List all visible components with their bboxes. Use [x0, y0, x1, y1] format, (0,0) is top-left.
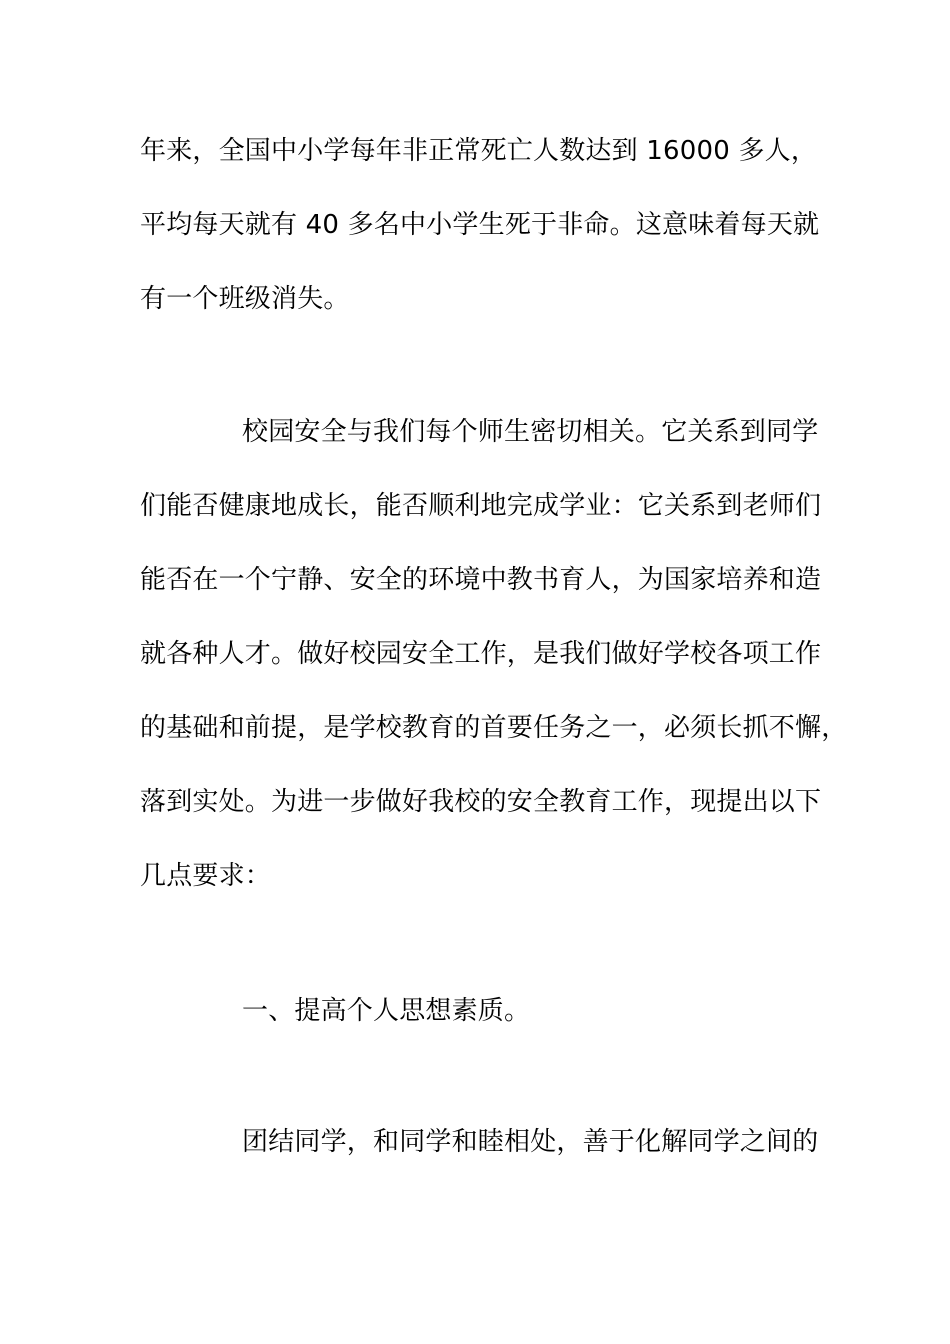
text-line: 平均每天就有 40 多名中小学生死于非命。这意味着每天就 [140, 210, 820, 240]
text-line: 有一个班级消失。 [140, 284, 350, 314]
text-line: 就各种人才。做好校园安全工作，是我们做好学校各项工作 [140, 639, 822, 669]
section-heading: 一、提高个人思想素质。 [242, 996, 531, 1026]
text-line: 团结同学，和同学和睦相处，善于化解同学之间的 [242, 1127, 819, 1157]
text-line: 落到实处。为进一步做好我校的安全教育工作，现提出以下 [140, 787, 822, 817]
text-line: 们能否健康地成长，能否顺利地完成学业：它关系到老师们 [140, 491, 822, 521]
text-line: 几点要求： [140, 861, 272, 891]
text-line: 年来，全国中小学每年非正常死亡人数达到 16000 多人， [140, 136, 818, 166]
text-line: 能否在一个宁静、安全的环境中教书育人，为国家培养和造 [140, 565, 822, 595]
text-line: 校园安全与我们每个师生密切相关。它关系到同学 [242, 417, 819, 447]
text-line: 的基础和前提，是学校教育的首要任务之一，必须长抓不懈， [140, 713, 848, 743]
